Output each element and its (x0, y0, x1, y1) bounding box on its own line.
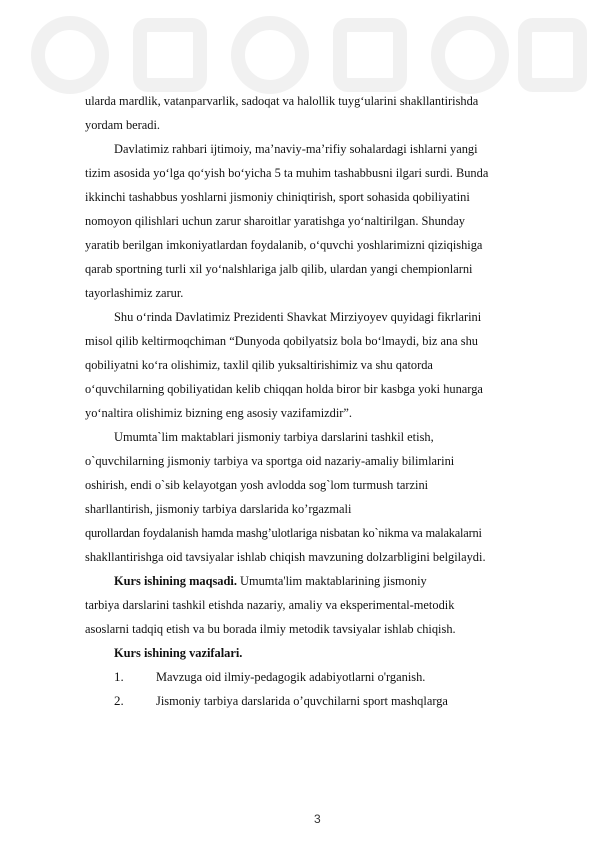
text-line: yordam beradi. (85, 118, 161, 132)
task-number: 1. (114, 669, 124, 684)
text-line: ularda mardlik, vatanparvarlik, sadoqat va halollik tuyg‘ularini shakllantirishda (85, 94, 479, 108)
task-number: 2. (114, 693, 124, 708)
task-text: Mavzuga oid ilmiy-pedagogik adabiyotlarni o'rganish. (156, 670, 426, 684)
task-text: Jismoniy tarbiya darslarida o’quvchilarni sport mashqlarga (156, 694, 448, 708)
watermark (0, 0, 595, 130)
aim-label: Kurs ishining maqsadi. (114, 574, 237, 588)
text-line: asoslarni tadqiq etish va bu borada ilmiy metodik tavsiyalar ishlab chiqish. (85, 622, 456, 636)
text-line: nomoyon qilishlari uchun zarur sharoitlar yaratishga yo‘naltirilgan. Shunday (85, 214, 465, 228)
text-line: tarbiya darslarini tashkil etishda nazariy, amaliy va eksperimental-metodik (85, 598, 455, 612)
aim-text: Umumta'lim maktablarining jismoniy (236, 574, 427, 588)
text-line: Umumta`lim maktablari jismoniy tarbiya darslarini tashkil etish, (114, 430, 434, 444)
tasks-heading: Kurs ishining vazifalari. (114, 646, 243, 660)
text-line: ikkinchi tashabbus yoshlarni jismoniy chiniqtirish, sport sohasida qobiliyatini (85, 190, 470, 204)
text-line: shakllantirishga oid tavsiyalar ishlab chiqish mavzuning dolzarbligini belgilaydi. (85, 550, 486, 564)
text-line: sharllantirish, jismoniy tarbiya darslarida ko’rgazmali (85, 502, 352, 516)
text-line: oshirish, endi o`sib kelayotgan yosh avlodda sog`lom turmush tarzini (85, 478, 429, 492)
text-line: o‘quvchilarning qobiliyatidan kelib chiqqan holda biror bir kasbga yoki hunarga (85, 382, 483, 396)
text-line: tayorlashimiz zarur. (85, 286, 184, 300)
page-number: 3 (314, 812, 321, 826)
text-line: Davlatimiz rahbari ijtimoiy, ma’naviy-ma’rifiy sohalardagi ishlarni yangi (114, 142, 478, 156)
text-line: misol qilib keltirmoqchiman “Dunyoda qobilyatsiz bola bo‘lmaydi, biz ana shu (85, 334, 478, 348)
text-line: o`quvchilarning jismoniy tarbiya va sportga oid nazariy-amaliy bilimlarini (85, 454, 455, 468)
text-line: qurollardan foydalanish hamda mashg’ulotlariga nisbatan ko`nikma va malakalarni (85, 526, 482, 540)
text-line: Shu o‘rinda Davlatimiz Prezidenti Shavkat Mirziyoyev quyidagi fikrlarini (114, 310, 482, 324)
text-line: qarab sportning turli xil yo‘nalshlariga jalb qilib, ulardan yangi chempionlarni (85, 262, 473, 276)
text-line: yo‘naltira olishimiz bizning eng asosiy vazifamizdir”. (85, 406, 353, 420)
text-line: qobiliyatni ko‘ra olishimiz, taxlil qilib yuksaltirishimiz va shu qatorda (85, 358, 433, 372)
aim-line (114, 573, 427, 589)
text-line: tizim asosida yo‘lga qo‘yish bo‘yicha 5 ta muhim tashabbusni ilgari surdi. Bunda (85, 166, 489, 180)
text-line: yaratib berilgan imkoniyatlardan foydalanib, o‘quvchi yoshlarimizni qiziqishiga (85, 238, 483, 252)
